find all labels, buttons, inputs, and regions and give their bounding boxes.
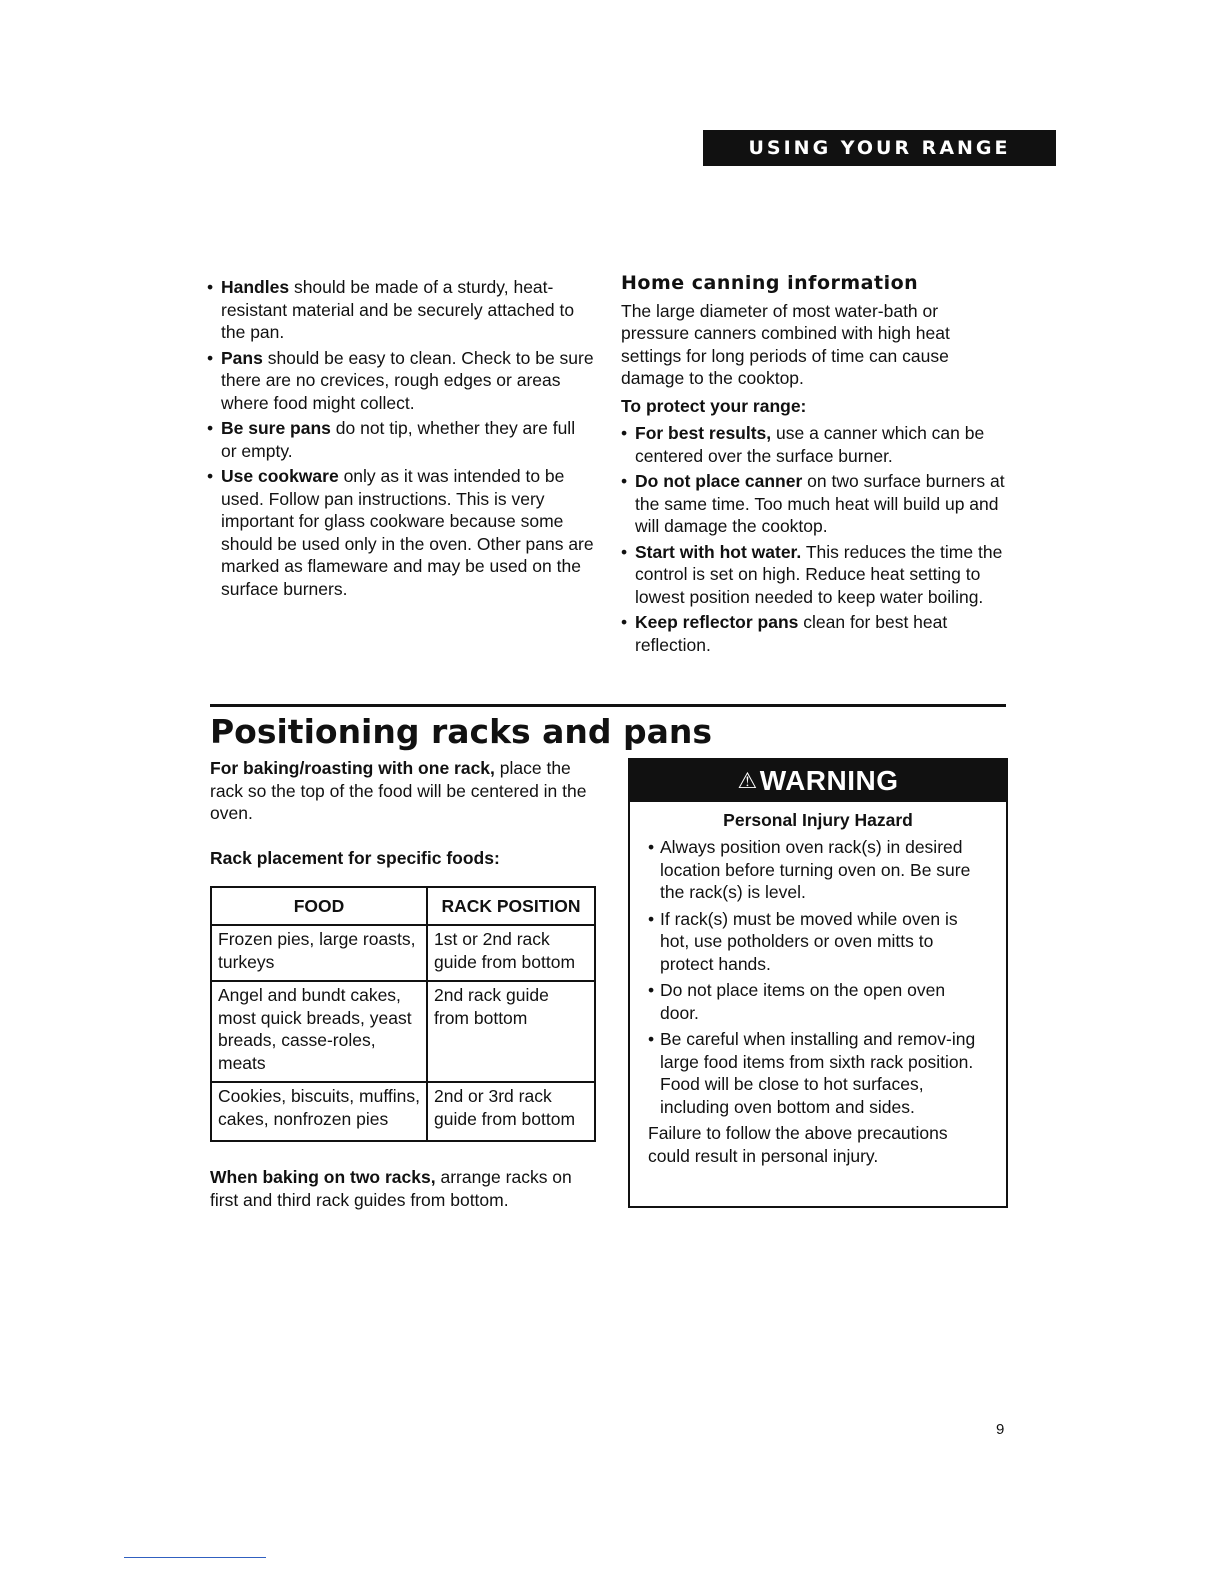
section-header-label: USING YOUR RANGE <box>748 137 1011 159</box>
list-item <box>621 611 1006 656</box>
food-column-header: FOOD <box>211 887 427 925</box>
bullet-text: should be easy to clean. Check to be sure there are no crevices, rough edges or areas where food might collect. <box>221 347 594 413</box>
table-row <box>211 925 595 981</box>
bullet-lead: For best results, <box>635 423 772 443</box>
bullet-lead: Keep reflector pans <box>635 612 799 632</box>
list-item: • Do not place items on the open oven door. <box>648 979 988 1024</box>
table-row <box>211 981 595 1082</box>
food-cell: Cookies, biscuits, muffins, cakes, nonfrozen pies <box>211 1082 427 1141</box>
section-divider <box>210 704 1006 707</box>
cookware-tips-list <box>207 276 595 600</box>
warning-footer: Failure to follow the above precautions could result in personal injury. <box>648 1123 948 1166</box>
warning-body <box>630 836 1006 1167</box>
bullet-lead: Pans <box>221 347 263 368</box>
list-item <box>207 276 595 344</box>
list-item: • Always position oven rack(s) in desired location before turning oven on. Be sure the rack(s) is level. <box>648 836 988 904</box>
table-row <box>211 1082 595 1141</box>
bullet-text: should be made of a sturdy, heat-resistant material and be securely attached to the pan. <box>221 277 575 342</box>
bullet-text: only as it was intended to be used. Follow pan instructions. This is very important for glass cookware because some should be used only in the oven. Other pans are marked as flameware and may be used on the surface burners. <box>221 466 594 599</box>
bullet-lead: Handles <box>221 277 290 297</box>
bullet-lead: Be sure pans <box>221 418 331 438</box>
food-cell: Frozen pies, large roasts, turkeys <box>211 925 427 981</box>
rack-position-column-header: RACK POSITION <box>427 887 595 925</box>
rack-positioning-section <box>210 757 600 1216</box>
protect-range-label: To protect your range: <box>621 395 807 416</box>
one-rack-lead: For baking/roasting with one rack, <box>210 758 495 778</box>
canning-tips-list <box>621 422 1006 656</box>
list-item: • Be careful when installing and remov-ing large food items from sixth rack position. Food will be close to hot surfaces, including oven bottom and sides. <box>648 1028 988 1118</box>
home-canning-section <box>621 272 1006 659</box>
warning-list <box>648 836 988 1118</box>
warning-title: WARNING <box>759 765 899 796</box>
list-item <box>621 422 1006 467</box>
rack-position-cell: 1st or 2nd rack guide from bottom <box>427 925 595 981</box>
bullet-lead: Use cookware <box>221 466 339 486</box>
one-rack-text: place the rack so the top of the food will be centered in the oven. <box>210 758 587 823</box>
list-item <box>207 417 595 462</box>
table-header-row <box>211 887 595 925</box>
footnote-rule <box>124 1557 266 1558</box>
rack-placement-label: Rack placement for specific foods: <box>210 847 500 868</box>
list-item <box>621 541 1006 609</box>
two-racks-text: arrange racks on first and third rack guides from bottom. <box>210 1167 572 1210</box>
cookware-tips-column <box>207 276 595 603</box>
food-cell: Angel and bundt cakes, most quick breads, yeast breads, casse-roles, meats <box>211 981 427 1082</box>
bullet-lead: Start with hot water. <box>635 541 802 562</box>
bullet-text: do not tip, whether they are full or empty. <box>221 418 576 461</box>
rack-placement-table <box>210 886 596 1142</box>
section-header-bar <box>703 130 1056 166</box>
positioning-title: Positioning racks and pans <box>210 712 713 751</box>
two-racks-paragraph <box>210 1166 600 1211</box>
list-item <box>207 347 595 415</box>
page-number: 9 <box>996 1421 1005 1438</box>
two-racks-lead: When baking on two racks, <box>210 1167 436 1187</box>
bullet-text: clean for best heat reflection. <box>635 612 948 655</box>
warning-banner <box>630 760 1006 802</box>
hazard-title: Personal Injury Hazard <box>723 810 913 830</box>
home-canning-intro: The large diameter of most water-bath or pressure canners combined with high heat settings for long periods of time can cause damage to the cooktop. <box>621 300 950 388</box>
bullet-text: on two surface burners at the same time. Too much heat will build up and will damage the cooktop. <box>635 471 1005 536</box>
warning-box <box>628 758 1008 1208</box>
list-item <box>621 470 1006 538</box>
list-item: • If rack(s) must be moved while oven is hot, use potholders or oven mitts to protect hands. <box>648 908 988 976</box>
list-item <box>207 465 595 600</box>
one-rack-paragraph <box>210 757 600 825</box>
rack-position-cell: 2nd or 3rd rack guide from bottom <box>427 1082 595 1141</box>
home-canning-title: Home canning information <box>621 272 919 294</box>
bullet-text: This reduces the time the control is set on high. Reduce heat setting to lowest position needed to keep water boiling. <box>635 541 1003 607</box>
warning-triangle-icon: ⚠ <box>737 768 758 793</box>
bullet-text: use a canner which can be centered over the surface burner. <box>635 423 985 466</box>
bullet-lead: Do not place canner <box>635 471 803 491</box>
rack-position-cell: 2nd rack guide from bottom <box>427 981 595 1082</box>
